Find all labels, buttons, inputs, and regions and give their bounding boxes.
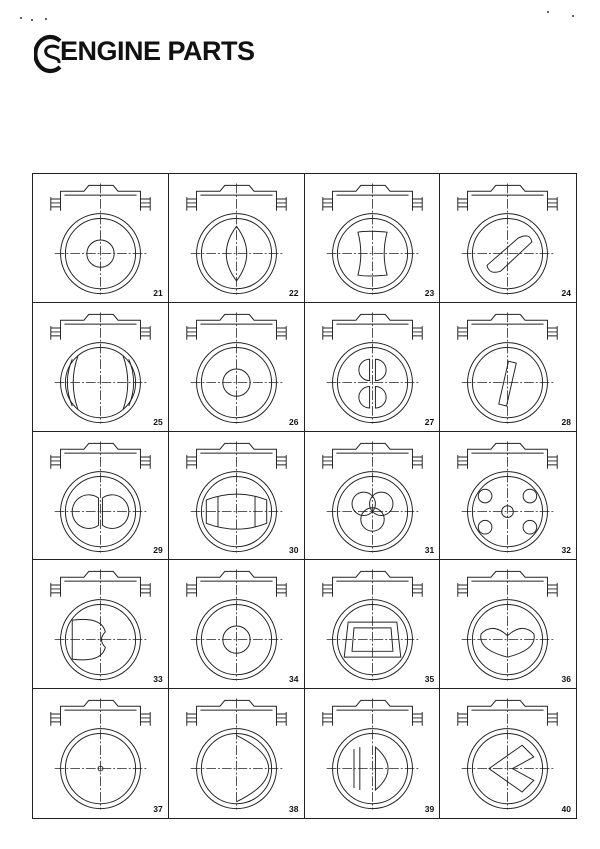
piston-cell — [33, 303, 169, 432]
piston-number: 38 — [289, 804, 299, 814]
piston-number: 35 — [424, 674, 435, 685]
piston-cell — [33, 560, 169, 689]
piston-drawing — [315, 309, 430, 427]
piston-cell — [169, 174, 305, 303]
piston-drawing — [315, 180, 430, 298]
piston-cell — [440, 560, 576, 689]
piston-cell — [305, 303, 441, 432]
piston-cell — [33, 689, 169, 818]
piston-number: 37 — [153, 804, 163, 814]
piston-drawing — [450, 438, 565, 556]
piston-drawing — [179, 180, 294, 298]
piston-drawing — [43, 438, 158, 556]
piston-cell — [305, 560, 441, 689]
piston-cell — [305, 689, 441, 818]
piston-drawing — [43, 180, 158, 298]
scan-speck — [31, 19, 33, 21]
piston-number: 27 — [424, 416, 435, 427]
piston-drawing — [43, 566, 158, 684]
piston-number: 31 — [424, 545, 435, 556]
piston-drawing — [179, 695, 294, 813]
scan-speck — [547, 11, 549, 13]
scan-speck — [20, 17, 22, 19]
piston-drawing — [315, 566, 430, 684]
piston-number: 34 — [289, 674, 299, 685]
piston-number: 39 — [424, 804, 435, 814]
piston-drawing — [450, 180, 565, 298]
piston-cell — [33, 432, 169, 561]
piston-number: 22 — [289, 287, 299, 298]
piston-cell — [169, 432, 305, 561]
scan-speck — [572, 15, 574, 17]
piston-drawing — [450, 309, 565, 427]
piston-number: 29 — [153, 545, 163, 556]
piston-cell — [33, 174, 169, 303]
piston-number: 24 — [561, 287, 571, 298]
piston-number: 28 — [561, 416, 571, 427]
piston-cell — [169, 689, 305, 818]
piston-number: 33 — [153, 674, 163, 685]
piston-number: 32 — [561, 545, 571, 556]
piston-drawing — [315, 695, 430, 813]
piston-drawing — [315, 438, 430, 556]
piston-catalog-grid — [32, 173, 577, 819]
scan-speck — [45, 18, 47, 20]
piston-cell — [169, 303, 305, 432]
piston-number: 21 — [153, 287, 163, 298]
piston-cell — [440, 432, 576, 561]
brand-title: ENGINE PARTS — [60, 36, 255, 66]
piston-drawing — [179, 566, 294, 684]
piston-drawing — [450, 695, 565, 813]
piston-cell — [440, 303, 576, 432]
piston-drawing — [179, 438, 294, 556]
piston-cell — [305, 174, 441, 303]
piston-cell — [305, 432, 441, 561]
piston-number: 23 — [424, 287, 435, 298]
piston-number: 30 — [289, 545, 299, 556]
piston-number: 36 — [561, 674, 571, 685]
piston-drawing — [43, 695, 158, 813]
piston-cell — [440, 689, 576, 818]
piston-drawing — [450, 566, 565, 684]
piston-number: 25 — [153, 416, 163, 427]
piston-cell — [440, 174, 576, 303]
piston-drawing — [43, 309, 158, 427]
piston-number: 40 — [561, 804, 571, 814]
piston-cell — [169, 560, 305, 689]
piston-drawing — [179, 309, 294, 427]
piston-number: 26 — [289, 416, 299, 427]
